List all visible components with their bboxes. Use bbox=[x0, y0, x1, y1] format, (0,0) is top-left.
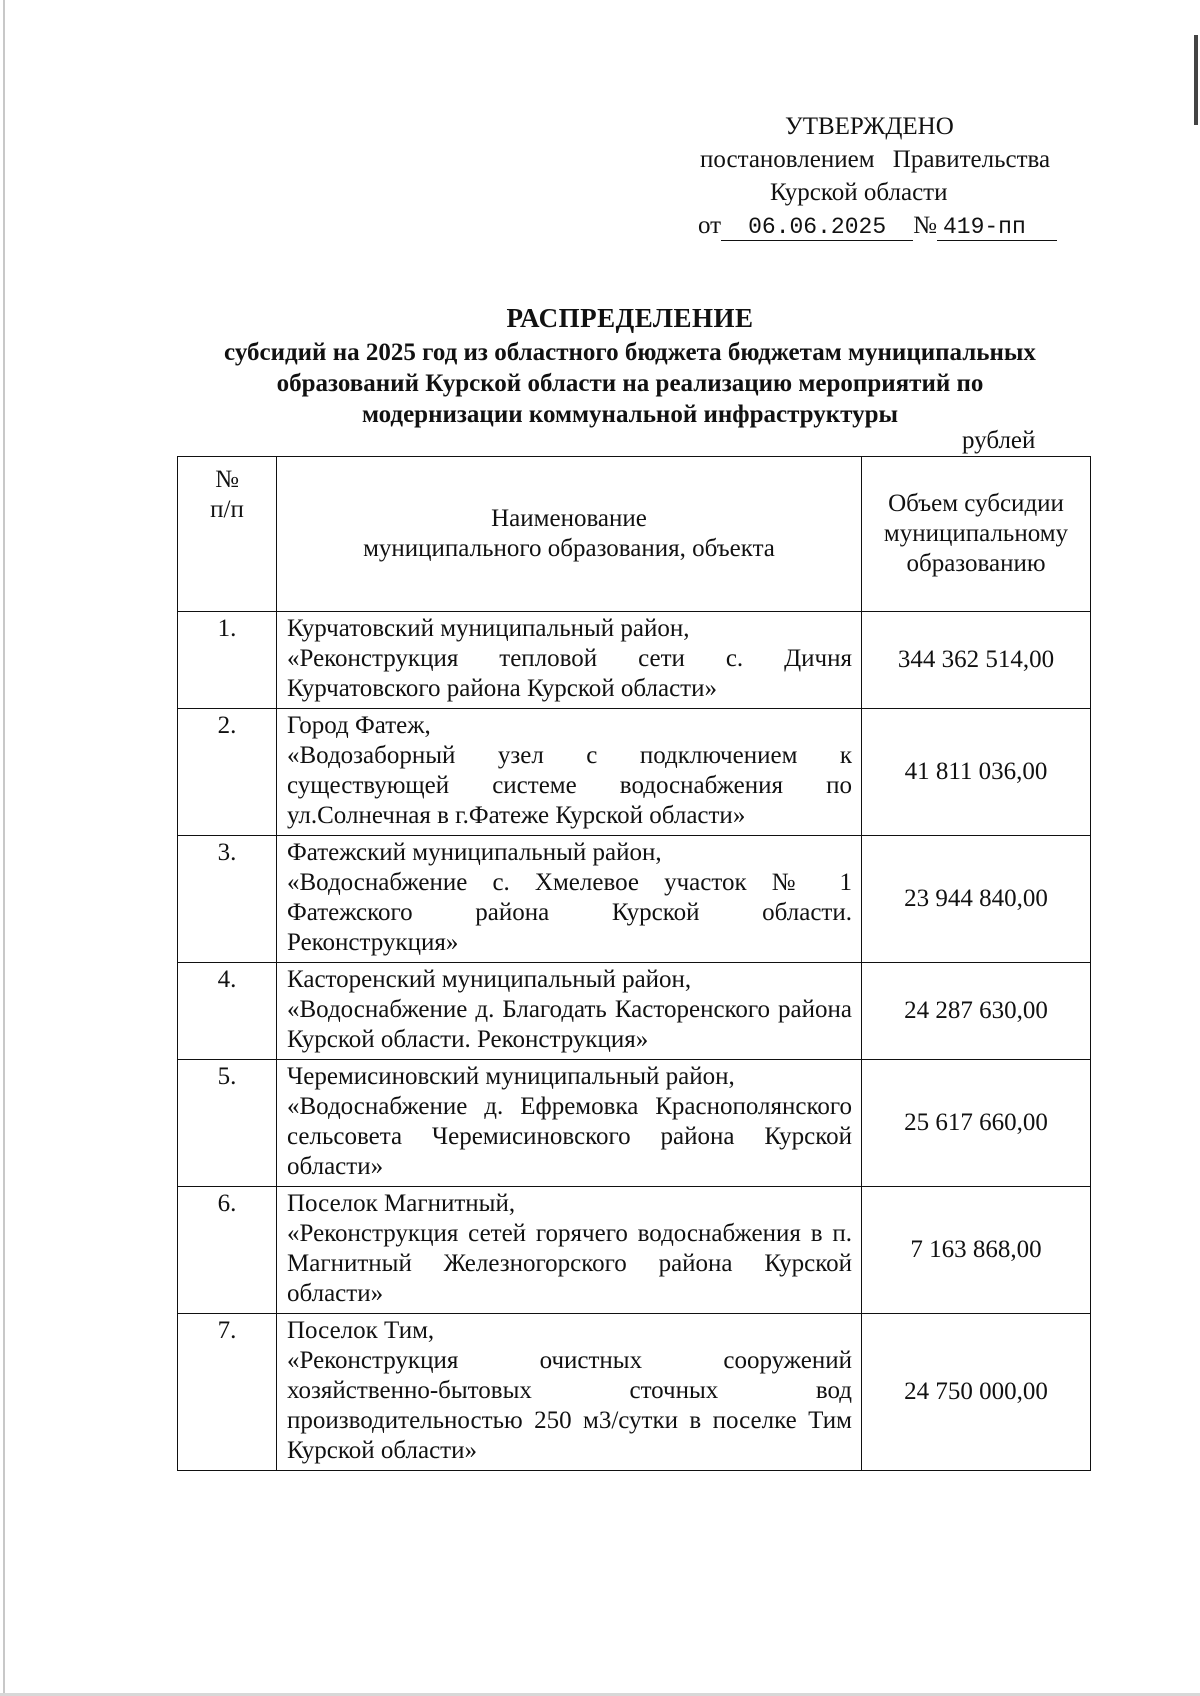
row-name bbox=[277, 1187, 862, 1314]
document-title bbox=[140, 303, 1120, 430]
row-num: 2. bbox=[178, 709, 277, 836]
row-name bbox=[277, 1060, 862, 1187]
header-volume-line3: образованию bbox=[906, 550, 1046, 577]
table-row bbox=[178, 709, 1091, 836]
table-row bbox=[178, 963, 1091, 1060]
title-heading: РАСПРЕДЕЛЕНИЕ bbox=[506, 303, 754, 333]
title-line1: субсидий на 2025 год из областного бюджета бюджетам муниципальных bbox=[224, 339, 1036, 366]
header-volume-line1: Объем субсидии bbox=[888, 490, 1064, 517]
header-volume-line2: муниципальному bbox=[883, 520, 1069, 547]
row-name bbox=[277, 963, 862, 1060]
row-name bbox=[277, 709, 862, 836]
row-amount: 41 811 036,00 bbox=[862, 709, 1091, 836]
approval-number: 419-пп bbox=[937, 214, 1057, 241]
header-num-line2: п/п bbox=[210, 496, 244, 523]
approval-date: 06.06.2025 bbox=[721, 214, 913, 241]
row-municipality: Город Фатеж, bbox=[287, 712, 431, 739]
row-num: 1. bbox=[178, 612, 277, 709]
row-num: 7. bbox=[178, 1314, 277, 1471]
row-object: «Водозаборный узел с подключением к существующей системе водоснабжения по ул.Солнечная в г.Фатеже Курской области» bbox=[287, 742, 852, 829]
title-line2: образований Курской области на реализацию мероприятий по bbox=[276, 370, 984, 397]
title-line3: модернизации коммунальной инфраструктуры bbox=[361, 401, 899, 428]
row-name bbox=[277, 836, 862, 963]
row-num: 3. bbox=[178, 836, 277, 963]
unit-label: рублей bbox=[962, 427, 1036, 454]
header-name bbox=[277, 457, 862, 612]
approval-block bbox=[695, 110, 1105, 242]
row-num: 5. bbox=[178, 1060, 277, 1187]
row-name bbox=[277, 1314, 862, 1471]
header-num-line1: № bbox=[215, 466, 239, 493]
row-amount: 24 287 630,00 bbox=[862, 963, 1091, 1060]
table-header-row bbox=[178, 457, 1091, 612]
table-row bbox=[178, 836, 1091, 963]
approval-date-line bbox=[695, 209, 1105, 242]
row-amount: 7 163 868,00 bbox=[862, 1187, 1091, 1314]
header-volume bbox=[862, 457, 1091, 612]
row-municipality: Черемисиновский муниципальный район, bbox=[287, 1063, 735, 1090]
row-municipality: Курчатовский муниципальный район, bbox=[287, 615, 690, 642]
scan-edge-left bbox=[3, 0, 5, 1696]
row-amount: 25 617 660,00 bbox=[862, 1060, 1091, 1187]
row-num: 6. bbox=[178, 1187, 277, 1314]
row-municipality: Касторенский муниципальный район, bbox=[287, 966, 692, 993]
header-name-line2: муниципального образования, объекта bbox=[363, 535, 775, 562]
row-object: «Реконструкция сетей горячего водоснабжения в п. Магнитный Железногорского района Курской области» bbox=[287, 1220, 852, 1307]
distribution-table bbox=[177, 456, 1091, 1471]
table-row bbox=[178, 1060, 1091, 1187]
row-object: «Реконструкция тепловой сети с. Дичня Курчатовского района Курской области» bbox=[287, 645, 852, 702]
row-object: «Водоснабжение д. Благодать Касторенского района Курской области. Реконструкция» bbox=[287, 996, 852, 1053]
row-num: 4. bbox=[178, 963, 277, 1060]
approval-line2: постановлением Правительства bbox=[700, 146, 1051, 173]
header-num bbox=[178, 457, 277, 612]
row-object: «Водоснабжение с. Хмелевое участок № 1 Фатежского района Курской области. Реконструкция» bbox=[287, 869, 852, 956]
row-municipality: Фатежский муниципальный район, bbox=[287, 839, 662, 866]
header-name-line1: Наименование bbox=[491, 505, 647, 532]
row-amount: 23 944 840,00 bbox=[862, 836, 1091, 963]
scan-edge-right bbox=[1194, 35, 1198, 125]
number-prefix: № bbox=[913, 212, 937, 239]
table-row bbox=[178, 612, 1091, 709]
from-prefix: от bbox=[698, 212, 722, 239]
row-municipality: Поселок Магнитный, bbox=[287, 1190, 516, 1217]
row-object: «Реконструкция очистных сооружений хозяйственно-бытовых сточных вод производительностью 250 м3/сутки в поселке Тим Курской области» bbox=[287, 1347, 852, 1464]
row-municipality: Поселок Тим, bbox=[287, 1317, 435, 1344]
table-row bbox=[178, 1314, 1091, 1471]
row-object: «Водоснабжение д. Ефремовка Краснополянского сельсовета Черемисиновского района Курской области» bbox=[287, 1093, 852, 1180]
row-name bbox=[277, 612, 862, 709]
row-amount: 24 750 000,00 bbox=[862, 1314, 1091, 1471]
row-amount: 344 362 514,00 bbox=[862, 612, 1091, 709]
approval-stamp: УТВЕРЖДЕНО bbox=[785, 113, 954, 140]
approval-line3: Курской области bbox=[770, 179, 948, 206]
table-row bbox=[178, 1187, 1091, 1314]
